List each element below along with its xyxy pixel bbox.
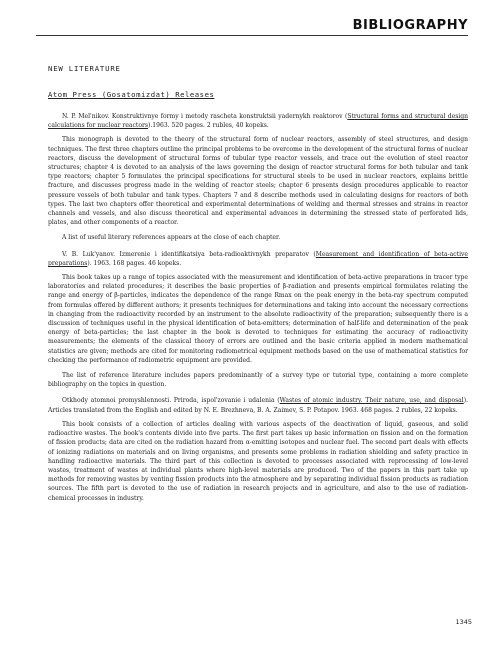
citation-lead: N. P. Mel'nikov. Konstruktivnye formy i metody rascheta konstruktsii yadernykh reaktorov ( xyxy=(62,113,348,120)
publisher-heading: Atom Press (Gosatomizdat) Releases xyxy=(48,90,215,99)
entry-abstract: This book consists of a collection of articles dealing with various aspects of the deactivation of liquid, gaseous, and solid radioactive wastes. The book's contents divide into five parts. The first part takes up basic information on fission and on the formation of fission products; data are cited on the radiation hazard from α-emitting isotopes and nuclear fuel. The second part deals with effects of ionizing radiations on materials and on living organisms, and presents some problems in radiation shielding and safety practice in handling radioactive materials. The third part of this collection is devoted to processes associated with reprocessing of low-level wastes, treatment of wastes at individual plants where high-level materials are produced. Two of the papers in this part take up methods for removing wastes by venting fission products into the atmosphere and by separating individual fission products as radiation sources. The fifth part is devoted to the use of radiation in research projects and in agriculture, and also to the use of radiation-chemical processes in industry. xyxy=(48,420,468,502)
entry-note: The list of reference literature includes papers predominantly of a survey type or tutorial type, containing a more complete bibliography on the topics in question. xyxy=(48,372,468,389)
citation-lead: V. B. Luk'yanov. Izmerenie i identifikatsiya beta-radioaktivnykh preparatov ( xyxy=(62,250,316,258)
citation-title: Wastes of atomic industry. Their nature, use, and disposal xyxy=(279,397,464,405)
article-body xyxy=(48,112,468,509)
citation-tail: ).1963. 520 pages. 2 rubles, 40 kopeks. xyxy=(148,122,269,130)
entry-abstract: This book takes up a range of topics associated with the measurement and identification of beta-active preparations in tracer type laboratories and related procedures; it describes the basic properties of β-radiation and presents empirical formulates relating the range and energy of β-particles, indicates the dependence of the range Rmax on the peak energy in the beta-ray spectrum computed from formulas offered by different authors; it presents techniques for determinations and taking into account the necessary corrections in changing from the radioactivity recorded by an instrument to the absolute radioactivity of the preparation; subsequently there is a discussion of techniques useful in the physical identification of beta-emitters; determination of half-life and determination of the peak energy of beta-particles; the last chapter in the book is devoted to techniques for estimating the accuracy of radioactivity measurements; the elements of the classical theory of errors are outlined and the basic criteria applied in modern mathematical statistics are given; methods are cited for monitoring radiometrical equipment methods based on the use of mathematical statistics for checking the performance of radiometric equipment are provided. xyxy=(48,274,468,364)
citation-title: Structural forms and structural design calculations for nuclear reactors xyxy=(48,113,469,130)
page-number: 1345 xyxy=(455,618,472,626)
entry-abstract: This monograph is devoted to the theory of the structural form of nuclear reactors, assembly of steel structures, and design techniques. The first three chapters outline the principal problems to be overcome in the development of the structural forms of nuclear reactors, discuss the development of structural forms of tubular type reactor vessels, and trace out the evolution of steel reactor structures; chapter 4 is devoted to an analysis of the laws governing the design of reactor structural forms for both tubular and tank type reactors; chapter 5 formulates the principal specifications for structural steels to be used in nuclear reactors, explains brittle fracture, and discusses progress made in the welding of reactor steels; chapter 6 presents design procedures applicable to reactor pressure vessels of both tubular and tank types. Chapters 7 and 8 describe methods used in calculating designs for reactors of both types. The last two chapters offer theoretical and experimental determinations of welding and thermal stresses and strains in reactor channels and vessels, and also discuss theoretical and experimental advances in determining the stressed state of perforated lids, plates, and other components of a reactor. xyxy=(48,136,468,227)
citation-tail: ). Articles translated from the English and edited by N. E. Brezhneva, B. A. Zaimev, S. P. Potapov. 1963. 468 pages. 2 rubles, 22 kopeks. xyxy=(48,397,469,414)
header-rule xyxy=(36,35,468,36)
entry-citation xyxy=(48,250,468,268)
citation-tail: ). 1963. 168 pages. 46 kopeks. xyxy=(87,259,182,267)
page xyxy=(36,18,476,628)
entry-citation xyxy=(48,396,468,414)
citation-lead: Otkhody atomnoi promyshlennosti. Priroda, ispol'zovanie i udalenia ( xyxy=(62,397,280,405)
section-heading: NEW LITERATURE xyxy=(48,64,121,73)
entry-note: A list of useful literary references appears at the close of each chapter. xyxy=(62,234,281,242)
citation-title: Measurement and identification of beta-active preparations xyxy=(48,250,468,267)
entry-citation xyxy=(48,112,468,130)
page-header-title: BIBLIOGRAPHY xyxy=(352,18,468,33)
